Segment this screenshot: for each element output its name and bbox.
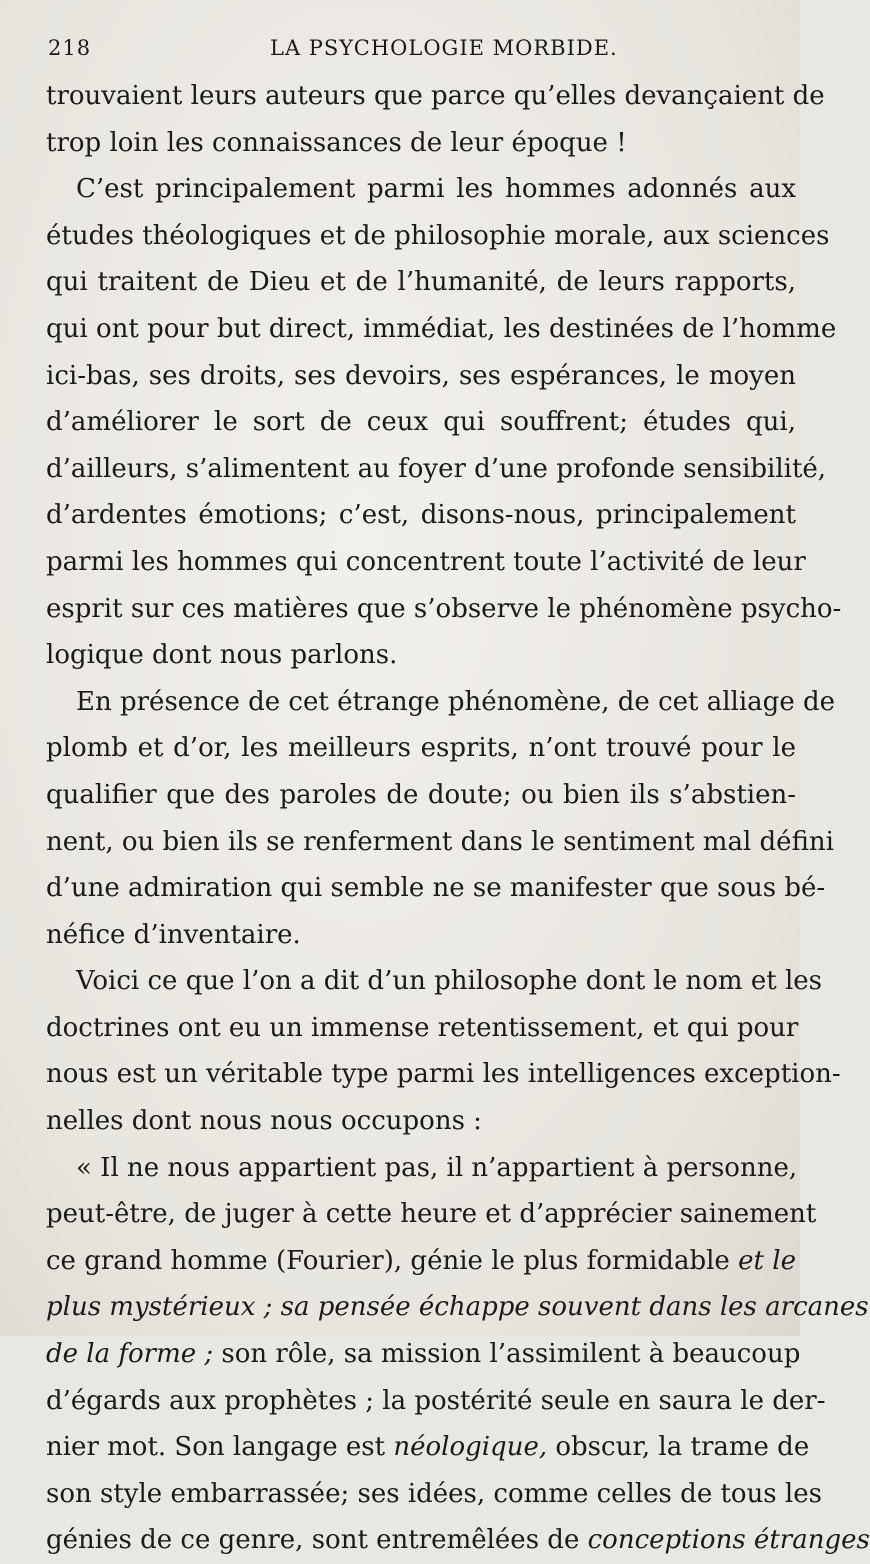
text-line: génies de ce genre, sont entremêlées de conceptions étranges (46, 1525, 870, 1556)
text-line: études théologiques et de philosophie morale, aux sciences (46, 220, 830, 251)
page-header (48, 36, 770, 66)
text-line: peut-être, de juger à cette heure et d’apprécier sainement (46, 1199, 817, 1230)
text-line: ce grand homme (Fourier), génie le plus formidable et le (46, 1245, 797, 1276)
text-line: logique dont nous parlons. (46, 640, 398, 671)
text-line: nous est un véritable type parmi les intelligences exception- (46, 1059, 841, 1090)
text-line: qualifier que des paroles de doute; ou bien ils s’abstien- (46, 779, 796, 810)
text-line: doctrines ont eu un immense retentissement, et qui pour (46, 1012, 799, 1043)
text-line: son style embarrassée; ses idées, comme celles de tous les (46, 1478, 822, 1509)
text-line: ici-bas, ses droits, ses devoirs, ses espérances, le moyen (46, 360, 796, 391)
text-line: parmi les hommes qui concentrent toute l’activité de leur (46, 546, 806, 577)
text-line: d’ardentes émotions; c’est, disons-nous, principalement (46, 500, 796, 531)
text-line: d’égards aux prophètes ; la postérité seule en saura le der- (46, 1385, 826, 1416)
text-line: de la forme ; son rôle, sa mission l’assimilent à beaucoup (46, 1339, 801, 1370)
text-line: « Il ne nous appartient pas, il n’appartient à personne, (76, 1152, 798, 1183)
text-line: d’ailleurs, s’alimentent au foyer d’une profonde sensibilité, (46, 453, 827, 484)
text-line: d’améliorer le sort de ceux qui souffrent; études qui, (46, 407, 796, 438)
text-line: esprit sur ces matières que s’observe le phénomène psycho- (46, 593, 842, 624)
text-line: qui traitent de Dieu et de l’humanité, de leurs rapports, (46, 267, 796, 298)
text-line: trouvaient leurs auteurs que parce qu’elles devançaient de (46, 81, 825, 111)
text-line: nelles dont nous nous occupons : (46, 1106, 482, 1137)
text-line: plomb et d’or, les meilleurs esprits, n’ont trouvé pour le (46, 733, 796, 764)
text-line: d’une admiration qui semble ne se manifester que sous bé- (46, 873, 826, 904)
text-line: Voici ce que l’on a dit d’un philosophe dont le nom et les (76, 966, 822, 997)
text-line: plus mystérieux ; sa pensée échappe souvent dans les arcanes (46, 1292, 869, 1323)
text-line: trop loin les connaissances de leur époque ! (46, 127, 627, 158)
text-line: nent, ou bien ils se renferment dans le sentiment mal défini (46, 826, 834, 857)
page-number: 218 (48, 36, 92, 60)
text-line: En présence de cet étrange phénomène, de cet alliage de (76, 686, 836, 717)
text-line: nier mot. Son langage est néologique, obscur, la trame de (46, 1432, 810, 1463)
text-line: qui ont pour but direct, immédiat, les destinées de l’homme (46, 313, 837, 344)
text-line: C’est principalement parmi les hommes adonnés aux (76, 174, 796, 205)
running-head: LA PSYCHOLOGIE MORBIDE. (270, 36, 618, 60)
text-line: néfice d’inventaire. (46, 919, 301, 950)
body-text (46, 73, 870, 1564)
